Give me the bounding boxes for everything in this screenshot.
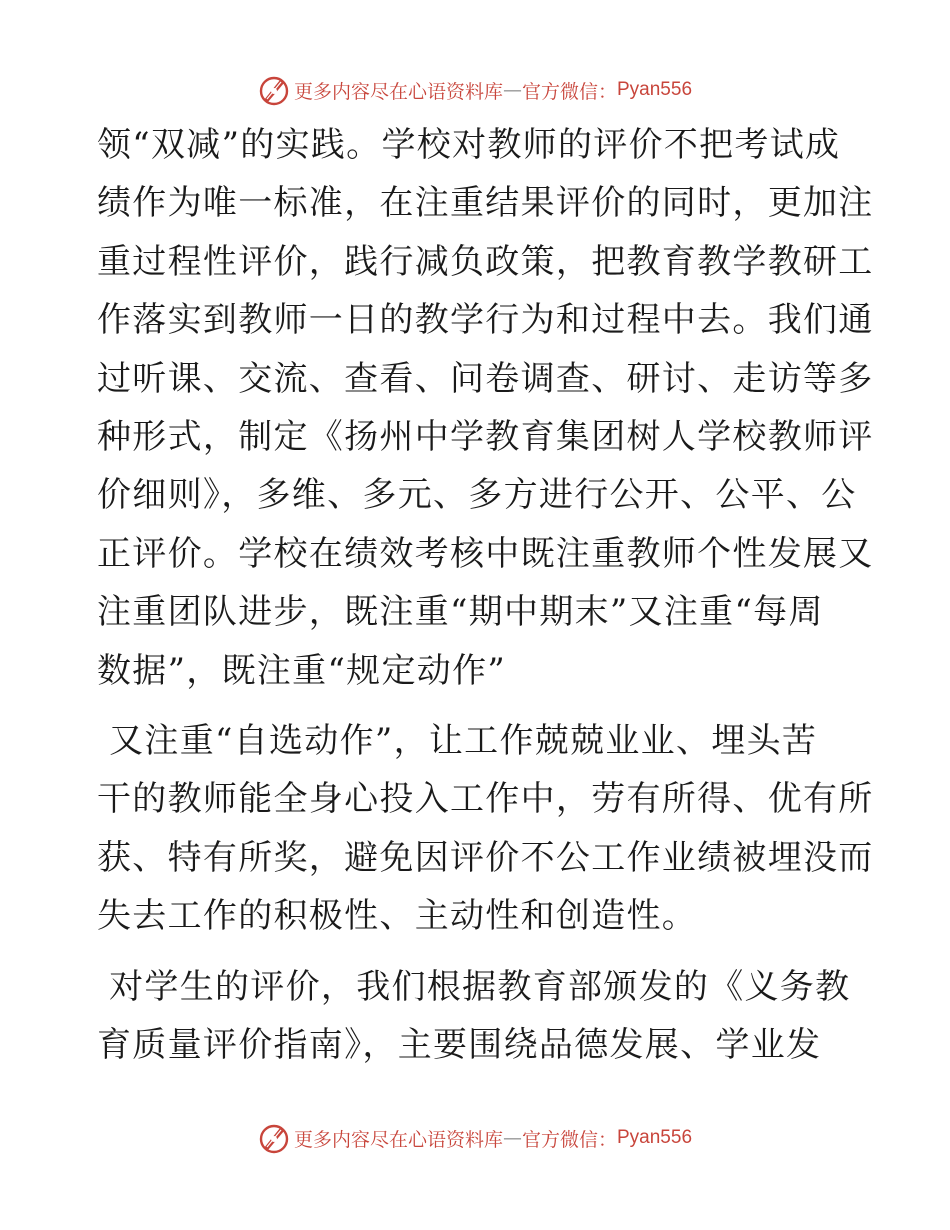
text-line: 价细则》，多维、多元、多方进行公开、公平、公 <box>97 475 857 516</box>
text-line: 对学生的评价，我们根据教育部颁发的《义务教 <box>97 966 851 1007</box>
text-line: 数据”，既注重“规定动作” <box>97 650 507 691</box>
header-watermark-banner <box>0 70 950 110</box>
text-line: 正评价。学校在绩效考核中既注重教师个性发展又 <box>97 533 874 574</box>
text-line: 种形式，制定《扬州中学教育集团树人学校教师评 <box>97 417 874 458</box>
quill-pen-logo-icon <box>258 1122 290 1154</box>
quill-pen-logo-icon <box>258 74 290 106</box>
text-line: 重过程性评价，践行减负政策，把教育教学教研工 <box>97 241 874 282</box>
text-line: 领“双减”的实践。学校对教师的评价不把考试成 <box>97 125 841 165</box>
footer-watermark-banner <box>0 1118 950 1158</box>
text-line: 注重团队进步，既注重“期中期末”又注重“每周 <box>97 592 824 633</box>
banner-brand-text: 更多内容尽在心语资料库 <box>293 1128 503 1151</box>
banner-official-label: 官方微信： <box>521 1128 617 1151</box>
text-line: 绩作为唯一标准，在注重结果评价的同时，更加注 <box>97 183 874 224</box>
text-line: 失去工作的积极性、主动性和创造性。 <box>97 896 698 937</box>
banner-official-label: 官方微信： <box>521 80 617 103</box>
text-line: 又注重“自选动作”，让工作兢兢业业、埋头苦 <box>97 721 818 762</box>
document-body <box>97 116 874 1087</box>
banner-wechat-id: Pyan556 <box>617 1127 693 1148</box>
banner-dash: — <box>502 1127 522 1149</box>
paragraph-2 <box>97 712 874 946</box>
text-line: 干的教师能全身心投入工作中，劳有所得、优有所 <box>97 779 874 820</box>
banner-wechat-id: Pyan556 <box>617 79 693 100</box>
banner-dash: — <box>502 79 522 101</box>
paragraph-1 <box>97 116 874 700</box>
text-line: 过听课、交流、查看、问卷调查、研讨、走访等多 <box>97 358 874 399</box>
text-line: 育质量评价指南》，主要围绕品德发展、学业发 <box>97 1025 822 1066</box>
text-line: 获、特有所奖，避免因评价不公工作业绩被埋没而 <box>97 837 874 878</box>
paragraph-3 <box>97 958 857 1075</box>
banner-brand-text: 更多内容尽在心语资料库 <box>293 80 503 103</box>
text-line: 作落实到教师一日的教学行为和过程中去。我们通 <box>97 300 874 341</box>
